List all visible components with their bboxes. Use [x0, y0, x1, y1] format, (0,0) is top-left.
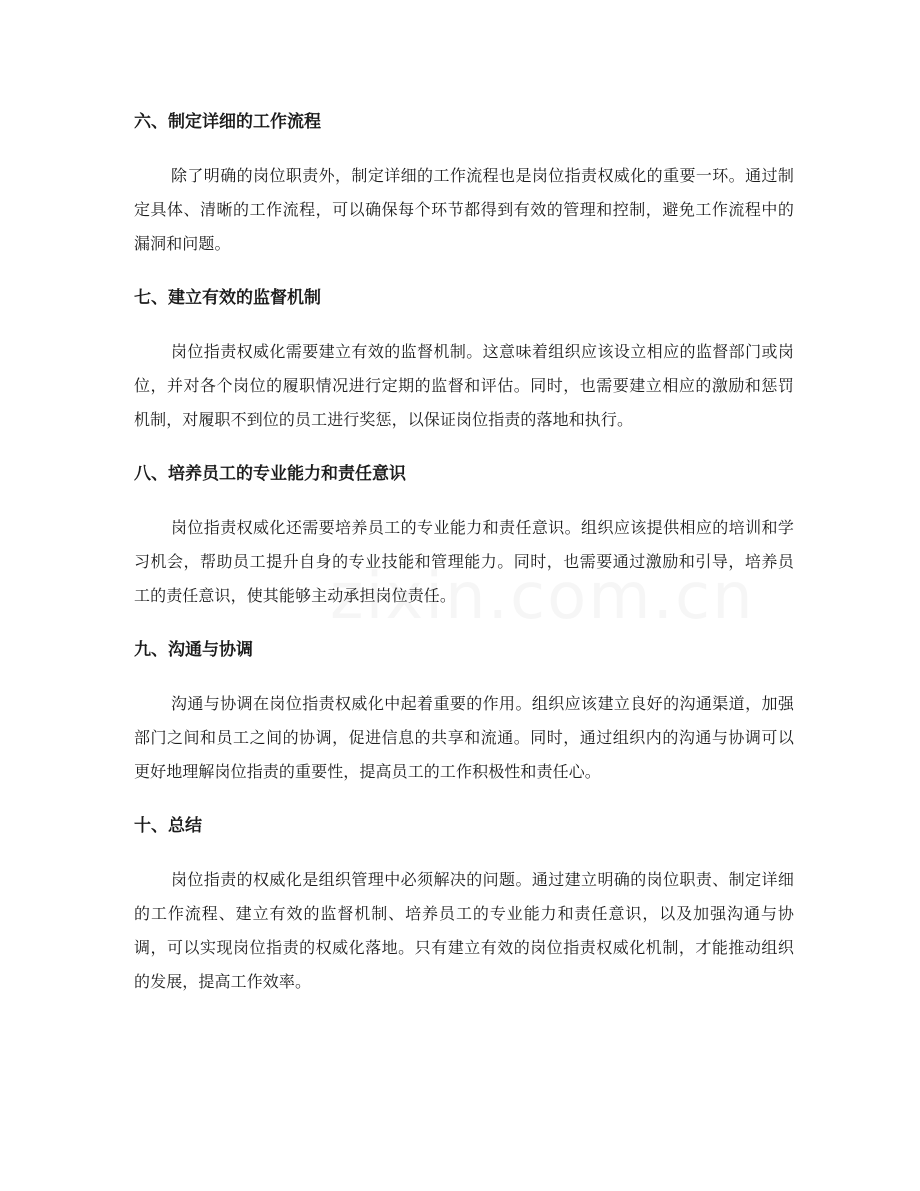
- section-9: [134, 632, 794, 789]
- section-6: [134, 104, 794, 261]
- section-7: [134, 280, 794, 437]
- section-paragraph: 除了明确的岗位职责外，制定详细的工作流程也是岗位指责权威化的重要一环。通过制定具体、清晰的工作流程，可以确保每个环节都得到有效的管理和控制，避免工作流程中的漏洞和问题。: [134, 166, 794, 253]
- section-paragraph: 岗位指责权威化还需要培养员工的专业能力和责任意识。组织应该提供相应的培训和学习机会，帮助员工提升自身的专业技能和管理能力。同时，也需要通过激励和引导，培养员工的责任意识，使其能够主动承担岗位责任。: [134, 518, 794, 605]
- section-heading: 六、制定详细的工作流程: [134, 112, 321, 132]
- section-heading: 八、培养员工的专业能力和责任意识: [134, 464, 406, 484]
- section-paragraph: 岗位指责权威化需要建立有效的监督机制。这意味着组织应该设立相应的监督部门或岗位，并对各个岗位的履职情况进行定期的监督和评估。同时，也需要建立相应的激励和惩罚机制，对履职不到位的员工进行奖惩，以保证岗位指责的落地和执行。: [134, 342, 794, 429]
- section-paragraph: 岗位指责的权威化是组织管理中必须解决的问题。通过建立明确的岗位职责、制定详细的工作流程、建立有效的监督机制、培养员工的专业能力和责任意识，以及加强沟通与协调，可以实现岗位指责的权威化落地。只有建立有效的岗位指责权威化机制，才能推动组织的发展，提高工作效率。: [134, 870, 794, 991]
- section-10: [134, 808, 794, 999]
- section-heading: 九、沟通与协调: [134, 640, 253, 660]
- document-body: [134, 104, 794, 1018]
- section-heading: 七、建立有效的监督机制: [134, 288, 321, 308]
- section-8: [134, 456, 794, 613]
- section-paragraph: 沟通与协调在岗位指责权威化中起着重要的作用。组织应该建立良好的沟通渠道，加强部门之间和员工之间的协调，促进信息的共享和流通。同时，通过组织内的沟通与协调可以更好地理解岗位指责的重要性，提高员工的工作积极性和责任心。: [134, 694, 794, 781]
- section-heading: 十、总结: [134, 816, 202, 836]
